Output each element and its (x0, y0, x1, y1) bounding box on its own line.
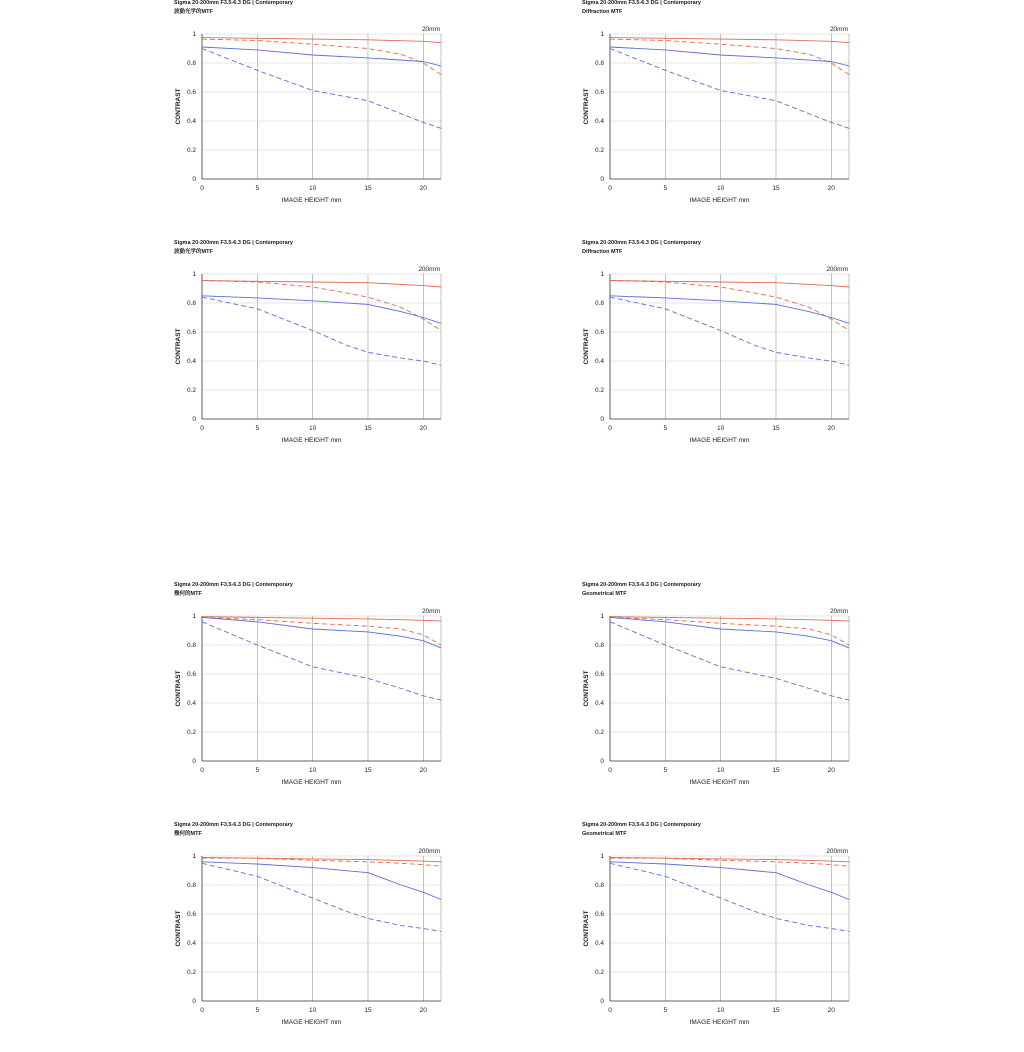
y-axis-label: CONTRAST (583, 328, 590, 365)
y-tick-label: 0.6 (186, 329, 196, 336)
x-tick-label: 5 (255, 425, 260, 432)
x-tick-label: 20 (827, 1007, 835, 1014)
focal-length-label: 200mm (418, 266, 440, 273)
y-tick-label: 0.6 (594, 329, 604, 336)
x-tick-label: 15 (772, 185, 780, 192)
x-tick-label: 20 (419, 767, 427, 774)
y-tick-label: 1 (600, 271, 604, 278)
panel-subtitle: Diffraction MTF (582, 249, 623, 255)
x-tick-label: 0 (200, 1007, 204, 1014)
x-axis-label: IMAGE HEIGHT mm (689, 779, 750, 786)
x-tick-label: 5 (663, 185, 668, 192)
focal-length-label: 20mm (421, 26, 440, 33)
mtf-series-line (202, 617, 441, 645)
x-tick-label: 0 (608, 767, 612, 774)
x-tick-label: 20 (419, 185, 427, 192)
x-tick-label: 0 (200, 425, 204, 432)
mtf-series-line (202, 862, 441, 900)
x-tick-label: 15 (364, 425, 372, 432)
panel-subtitle: Diffraction MTF (582, 9, 623, 15)
mtf-panel-geometrical-20mm (582, 582, 867, 812)
mtf-chart (174, 0, 459, 230)
y-tick-label: 0 (600, 176, 604, 183)
panel-subtitle: 波動光学的MTF (174, 9, 213, 15)
x-tick-label: 10 (309, 1007, 317, 1014)
focal-length-label: 200mm (418, 848, 440, 855)
x-tick-label: 20 (827, 185, 835, 192)
mtf-panel-geometrical-200mm (582, 822, 867, 1052)
y-tick-label: 0.4 (594, 358, 604, 365)
x-tick-label: 10 (717, 767, 725, 774)
mtf-chart (174, 240, 459, 470)
x-tick-label: 15 (772, 425, 780, 432)
y-tick-label: 0.4 (186, 358, 196, 365)
mtf-chart (174, 822, 459, 1052)
panel-subtitle: Geometrical MTF (582, 831, 627, 837)
y-tick-label: 0.2 (594, 729, 604, 736)
y-tick-label: 0.2 (594, 969, 604, 976)
x-tick-label: 5 (255, 185, 260, 192)
mtf-series-line (610, 281, 849, 331)
y-axis-label: CONTRAST (583, 670, 590, 707)
x-tick-label: 15 (364, 767, 372, 774)
focal-length-label: 200mm (826, 848, 848, 855)
x-tick-label: 5 (663, 425, 668, 432)
y-tick-label: 1 (600, 613, 604, 620)
y-tick-label: 0.2 (186, 969, 196, 976)
y-tick-label: 0 (600, 416, 604, 423)
mtf-series-line (610, 296, 849, 324)
x-tick-label: 5 (255, 1007, 260, 1014)
x-axis-label: IMAGE HEIGHT mm (689, 437, 750, 444)
panel-title: Sigma 20-200mm F3.5-6.3 DG | Contemporary (582, 0, 701, 6)
mtf-series-line (610, 47, 849, 66)
mtf-series-line (610, 617, 849, 648)
y-tick-label: 0.8 (186, 300, 196, 307)
mtf-series-line (610, 617, 849, 645)
panel-subtitle: Geometrical MTF (582, 591, 627, 597)
x-tick-label: 15 (364, 185, 372, 192)
x-tick-label: 15 (364, 1007, 372, 1014)
panel-title: Sigma 20-200mm F3.5-6.3 DG | Contemporary (174, 582, 293, 588)
panel-title: Sigma 20-200mm F3.5-6.3 DG | Contemporary (174, 822, 293, 828)
mtf-chart (582, 582, 867, 812)
mtf-panel-diffraction-20mm (582, 0, 867, 230)
x-tick-label: 0 (608, 425, 612, 432)
y-tick-label: 0.4 (186, 700, 196, 707)
y-axis-label: CONTRAST (583, 910, 590, 947)
x-tick-label: 10 (309, 185, 317, 192)
y-tick-label: 0.2 (594, 387, 604, 394)
mtf-series-line (610, 622, 849, 700)
y-tick-label: 0.4 (186, 118, 196, 125)
y-tick-label: 0.4 (186, 940, 196, 947)
mtf-series-line (202, 622, 441, 700)
y-tick-label: 0.8 (186, 882, 196, 889)
y-tick-label: 1 (600, 31, 604, 38)
y-tick-label: 0.8 (186, 642, 196, 649)
y-tick-label: 1 (192, 31, 196, 38)
y-axis-label: CONTRAST (175, 910, 182, 947)
mtf-series-line (202, 296, 441, 324)
y-axis-label: CONTRAST (583, 88, 590, 125)
focal-length-label: 200mm (826, 266, 848, 273)
x-tick-label: 10 (717, 425, 725, 432)
focal-length-label: 20mm (829, 26, 848, 33)
mtf-panel-geometric-200mm (174, 822, 459, 1052)
x-tick-label: 10 (717, 185, 725, 192)
y-tick-label: 0 (192, 176, 196, 183)
x-tick-label: 10 (309, 425, 317, 432)
panel-title: Sigma 20-200mm F3.5-6.3 DG | Contemporary (582, 240, 701, 246)
mtf-series-line (610, 297, 849, 365)
panel-title: Sigma 20-200mm F3.5-6.3 DG | Contemporary (582, 822, 701, 828)
x-axis-label: IMAGE HEIGHT mm (281, 1019, 342, 1026)
mtf-series-line (610, 39, 849, 75)
x-tick-label: 20 (827, 767, 835, 774)
panel-title: Sigma 20-200mm F3.5-6.3 DG | Contemporary (174, 240, 293, 246)
y-tick-label: 0.2 (186, 147, 196, 154)
x-tick-label: 15 (772, 1007, 780, 1014)
mtf-series-line (202, 47, 441, 66)
y-tick-label: 0.4 (594, 940, 604, 947)
x-tick-label: 20 (419, 425, 427, 432)
y-axis-label: CONTRAST (175, 88, 182, 125)
x-tick-label: 20 (419, 1007, 427, 1014)
x-axis-label: IMAGE HEIGHT mm (281, 437, 342, 444)
y-tick-label: 0.6 (186, 911, 196, 918)
x-axis-label: IMAGE HEIGHT mm (689, 1019, 750, 1026)
x-axis-label: IMAGE HEIGHT mm (281, 197, 342, 204)
x-tick-label: 10 (717, 1007, 725, 1014)
y-tick-label: 0 (192, 998, 196, 1005)
y-tick-label: 0.8 (594, 642, 604, 649)
y-tick-label: 1 (192, 613, 196, 620)
mtf-series-line (202, 297, 441, 365)
y-tick-label: 0.2 (594, 147, 604, 154)
y-tick-label: 0.8 (594, 60, 604, 67)
mtf-chart (582, 822, 867, 1052)
y-tick-label: 0.6 (186, 89, 196, 96)
y-tick-label: 0.8 (594, 300, 604, 307)
y-tick-label: 0.2 (186, 387, 196, 394)
x-axis-label: IMAGE HEIGHT mm (281, 779, 342, 786)
x-tick-label: 5 (663, 1007, 668, 1014)
mtf-panel-diffraction-200mm (582, 240, 867, 470)
x-tick-label: 10 (309, 767, 317, 774)
x-tick-label: 0 (608, 1007, 612, 1014)
y-tick-label: 0.6 (594, 671, 604, 678)
mtf-chart (582, 0, 867, 230)
y-tick-label: 0.8 (186, 60, 196, 67)
y-axis-label: CONTRAST (175, 670, 182, 707)
x-tick-label: 0 (200, 185, 204, 192)
y-tick-label: 0.6 (594, 911, 604, 918)
mtf-series-line (610, 863, 849, 931)
y-tick-label: 1 (600, 853, 604, 860)
y-tick-label: 0.2 (186, 729, 196, 736)
y-tick-label: 0 (192, 416, 196, 423)
mtf-panel-wave-200mm (174, 240, 459, 470)
panel-subtitle: 幾何的MTF (174, 591, 202, 597)
y-tick-label: 0.6 (594, 89, 604, 96)
mtf-series-line (202, 863, 441, 931)
y-tick-label: 0 (192, 758, 196, 765)
panel-title: Sigma 20-200mm F3.5-6.3 DG | Contemporary (582, 582, 701, 588)
mtf-panel-wave-20mm (174, 0, 459, 230)
mtf-series-line (202, 617, 441, 648)
mtf-chart (582, 240, 867, 470)
focal-length-label: 20mm (829, 608, 848, 615)
x-tick-label: 5 (663, 767, 668, 774)
y-tick-label: 1 (192, 853, 196, 860)
x-tick-label: 5 (255, 767, 260, 774)
mtf-chart (174, 582, 459, 812)
mtf-series-line (202, 281, 441, 331)
mtf-panel-geometric-20mm (174, 582, 459, 812)
x-axis-label: IMAGE HEIGHT mm (689, 197, 750, 204)
y-tick-label: 1 (192, 271, 196, 278)
y-tick-label: 0.6 (186, 671, 196, 678)
y-axis-label: CONTRAST (175, 328, 182, 365)
x-tick-label: 0 (608, 185, 612, 192)
panel-subtitle: 幾何的MTF (174, 831, 202, 837)
panel-subtitle: 波動光学的MTF (174, 249, 213, 255)
x-tick-label: 20 (827, 425, 835, 432)
focal-length-label: 20mm (421, 608, 440, 615)
x-tick-label: 15 (772, 767, 780, 774)
y-tick-label: 0 (600, 998, 604, 1005)
y-tick-label: 0.8 (594, 882, 604, 889)
mtf-series-line (202, 39, 441, 75)
y-tick-label: 0.4 (594, 118, 604, 125)
x-tick-label: 0 (200, 767, 204, 774)
panel-title: Sigma 20-200mm F3.5-6.3 DG | Contemporary (174, 0, 293, 6)
mtf-series-line (610, 862, 849, 900)
y-tick-label: 0 (600, 758, 604, 765)
y-tick-label: 0.4 (594, 700, 604, 707)
